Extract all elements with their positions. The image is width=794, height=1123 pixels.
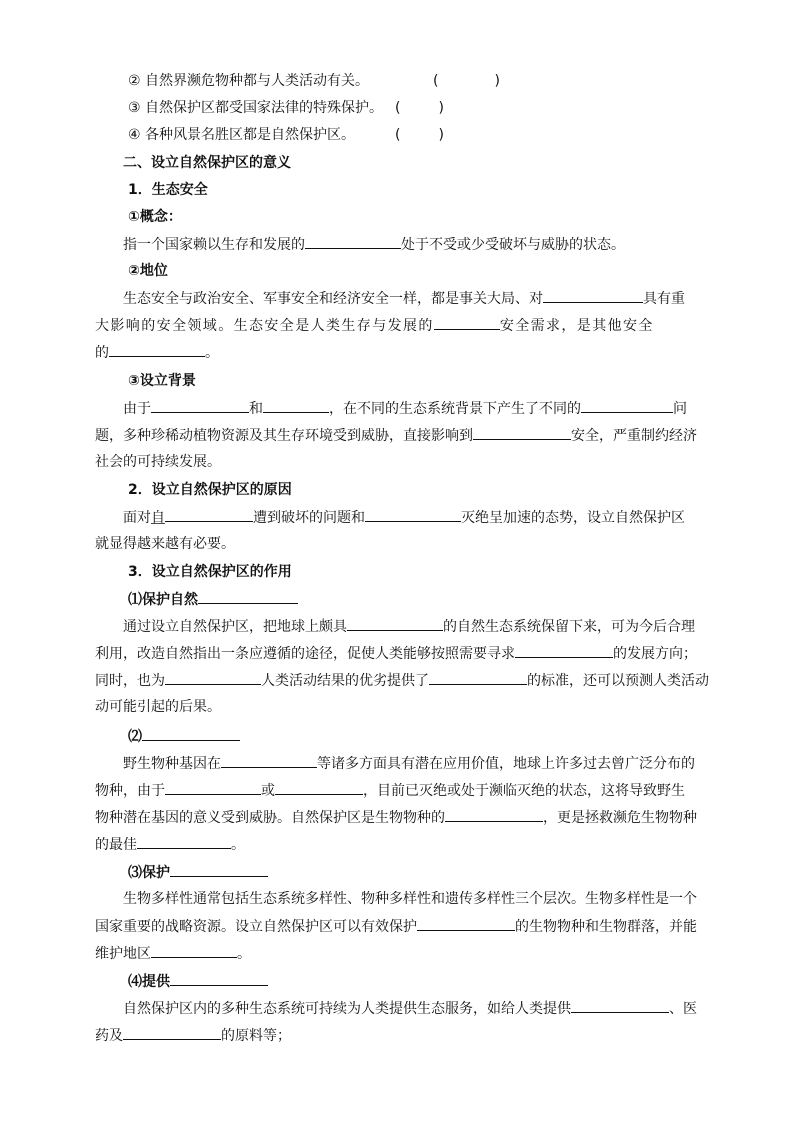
blank[interactable]: [445, 808, 543, 822]
blank[interactable]: [417, 917, 515, 931]
status-title: ②地位: [128, 263, 168, 279]
status-line-1: 生态安全与政治安全、军事安全和经济安全一样，都是事关大局、对 具有重: [123, 291, 685, 307]
blank[interactable]: [142, 727, 240, 741]
judge-item-4: ④ 各种风景名胜区都是自然保护区。 ( ): [128, 127, 444, 143]
role-3-line-1: 生物多样性通常包括生态系统多样性、物种多样性和遗传多样性三个层次。生物多样性是一个: [123, 891, 697, 907]
blank[interactable]: [263, 399, 329, 413]
concept-line: 指一个国家赖以生存和发展的 处于不受或少受破坏与威胁的状态。: [123, 237, 625, 253]
blank[interactable]: [221, 754, 317, 768]
subsection-1-title: 1．生态安全: [128, 182, 208, 198]
blank[interactable]: [109, 343, 205, 357]
blank[interactable]: [305, 235, 401, 249]
background-title: ③设立背景: [128, 373, 196, 389]
blank[interactable]: [543, 289, 643, 303]
subsection-2-title: 2．设立自然保护区的原因: [128, 482, 292, 498]
blank[interactable]: [571, 999, 669, 1013]
judge-item-3: ③ 自然保护区都受国家法律的特殊保护。 ( ): [128, 100, 444, 116]
blank[interactable]: [365, 508, 461, 522]
role-2-line-3: 物种潜在基因的意义受到威胁。自然保护区是生物物种的 ，更是拯救濒危生物物种: [95, 810, 697, 826]
section-title: 二、设立自然保护区的意义: [123, 155, 291, 171]
blank[interactable]: [151, 944, 237, 958]
subsection-3-title: 3．设立自然保护区的作用: [128, 564, 292, 580]
reason-line-2: 就显得越来越有必要。: [95, 536, 235, 552]
blank[interactable]: [170, 863, 268, 877]
blank[interactable]: [198, 590, 298, 604]
background-line-1: 由于 和 ，在不同的生态系统背景下产生了不同的 问: [123, 401, 687, 417]
blank[interactable]: [165, 671, 261, 685]
blank[interactable]: [473, 426, 571, 440]
blank[interactable]: [123, 1026, 221, 1040]
background-line-3: 社会的可持续发展。: [95, 454, 221, 470]
concept-title: ①概念：: [128, 209, 182, 225]
role-1-line-2: 利用，改造自然指出一条应遵循的途径，促使人类能够按照需要寻求 的发展方向；: [95, 646, 697, 662]
role-2-line-2: 物种，由于 或 ，目前已灭绝或处于濒临灭绝的状态，这将导致野生: [95, 783, 685, 799]
blank[interactable]: [515, 644, 613, 658]
judge-item-2-text: ② 自然界濒危物种都与人类活动有关。: [128, 73, 369, 89]
blank[interactable]: [434, 316, 500, 330]
judge-item-3-text: ③ 自然保护区都受国家法律的特殊保护。: [128, 100, 383, 116]
blank[interactable]: [137, 835, 231, 849]
blank[interactable]: [165, 508, 253, 522]
role-1-line-3: 同时，也为 人类活动结果的优劣提供了 的标准，还可以预测人类活动: [95, 673, 709, 689]
role-2-line-4: 的最佳 。: [95, 837, 245, 853]
role-1-line-1: 通过设立自然保护区，把地球上颇具 的自然生态系统保留下来，可为今后合理: [123, 619, 695, 635]
role-2-title: ⑵: [128, 727, 708, 746]
role-4-line-1: 自然保护区内的多种生态系统可持续为人类提供生态服务，如给人类提供 、医: [123, 1001, 697, 1017]
blank[interactable]: [165, 781, 261, 795]
blank[interactable]: [429, 671, 527, 685]
role-3-line-2: 国家重要的战略资源。设立自然保护区可以有效保护 的生物物种和生物群落，并能: [95, 919, 697, 935]
role-4-line-2: 药及 的原料等；: [95, 1028, 291, 1044]
blank[interactable]: [170, 972, 268, 986]
blank[interactable]: [275, 781, 363, 795]
blank[interactable]: [151, 399, 249, 413]
judge-item-4-text: ④ 各种风景名胜区都是自然保护区。: [128, 127, 356, 143]
blank[interactable]: [581, 399, 673, 413]
status-line-3: 的 。: [95, 345, 219, 361]
role-1-title: ⑴保护自然: [128, 590, 708, 609]
role-2-line-1: 野生物种基因在 等诸多方面具有潜在应用价值，地球上许多过去曾广泛分布的: [123, 756, 695, 772]
role-3-line-3: 维护地区 。: [95, 946, 251, 962]
role-3-title: ⑶保护: [128, 863, 708, 882]
background-line-2: 题，多种珍稀动植物资源及其生存环境受到威胁，直接影响到 安全，严重制约经济: [95, 428, 697, 444]
role-1-line-4: 动可能引起的后果。: [95, 699, 221, 715]
status-line-2: 大影响的安全领域。生态安全是人类生存与发展的 安全需求，是其他安全: [95, 318, 654, 334]
blank[interactable]: [347, 617, 443, 631]
judge-item-2: ② 自然界濒危物种都与人类活动有关。 ( ): [128, 73, 500, 89]
role-4-title: ⑷提供: [128, 972, 708, 991]
reason-line-1: 面对自 遭到破坏的问题和 灭绝呈加速的态势，设立自然保护区: [123, 510, 685, 526]
